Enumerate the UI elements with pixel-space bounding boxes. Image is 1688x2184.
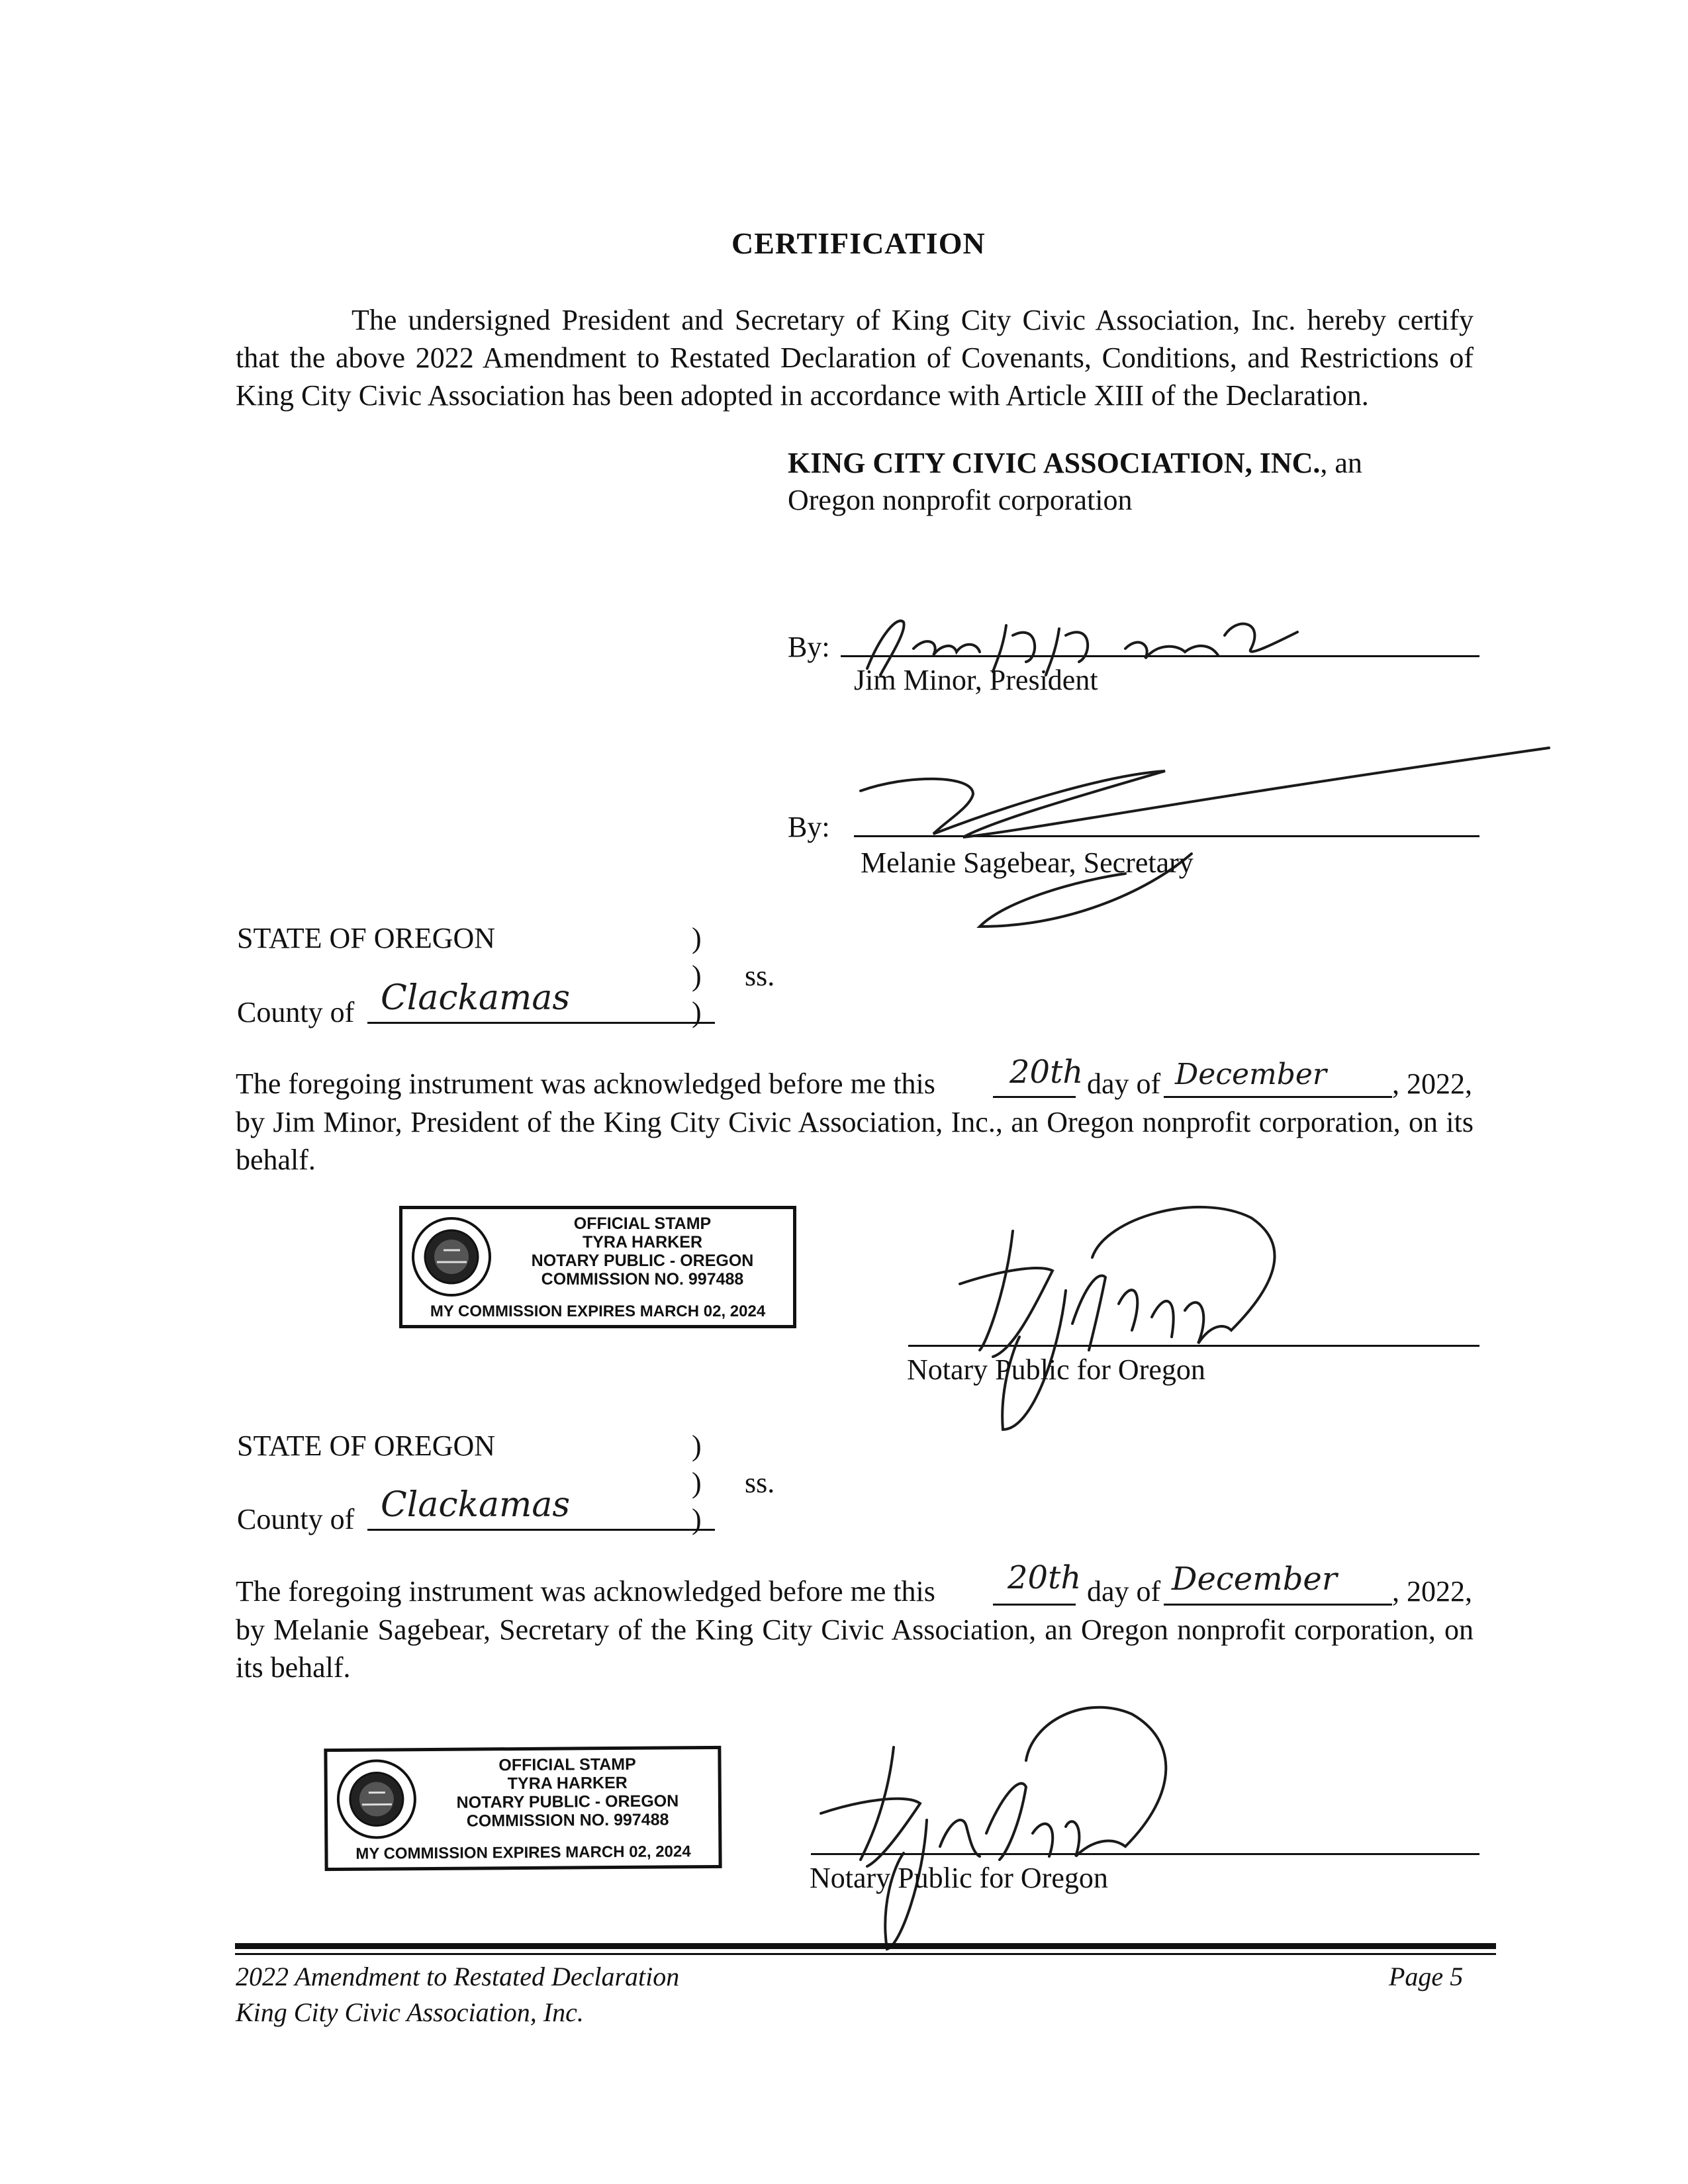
stamp-line3: NOTARY PUBLIC - OREGON: [456, 1792, 679, 1812]
ack2-ss: ss.: [745, 1467, 775, 1499]
notary2-caption: Notary Public for Oregon: [810, 1862, 1108, 1894]
stamp-line2: TYRA HARKER: [582, 1233, 703, 1251]
by-label-secretary: By:: [788, 811, 830, 843]
stamp-line1: OFFICIAL STAMP: [498, 1754, 636, 1775]
ack1-text-before-day: The foregoing instrument was acknowledged before me this: [236, 1068, 935, 1100]
ack2-day-of: day of: [1087, 1575, 1161, 1608]
ack2-day-handwritten: 20th: [1008, 1559, 1082, 1596]
stamp-2-text: [426, 1754, 708, 1831]
ack1-county-line: [367, 1022, 715, 1024]
ack1-state: STATE OF OREGON: [237, 922, 496, 954]
ack2-state: STATE OF OREGON: [237, 1430, 496, 1462]
stamp-line3: NOTARY PUBLIC - OREGON: [531, 1251, 754, 1270]
ack1-day-line: [993, 1096, 1076, 1098]
ack2-paren-1: ): [692, 1430, 702, 1462]
president-name: Jim Minor, President: [854, 664, 1098, 696]
stamp-line5: MY COMMISSION EXPIRES MARCH 02, 2024: [355, 1843, 691, 1863]
notary2-signature-mark: [808, 1694, 1205, 1959]
stamp-line2: TYRA HARKER: [507, 1773, 628, 1794]
ack2-month-line: [1164, 1604, 1392, 1606]
stamp-line4: COMMISSION NO. 997488: [541, 1270, 744, 1289]
ack2-county-label: County of: [237, 1503, 355, 1535]
footer-org-name: King City Civic Association, Inc.: [236, 1997, 584, 2027]
notary-stamp-1: [399, 1206, 796, 1328]
ack2-month-handwritten: December: [1172, 1561, 1337, 1598]
ack1-paren-3: ): [692, 996, 702, 1028]
ack1-county-handwritten: Clackamas: [381, 978, 571, 1018]
stamp-line5: MY COMMISSION EXPIRES MARCH 02, 2024: [430, 1302, 766, 1320]
ack2-text-rest: by Melanie Sagebear, Secretary of the King City Civic Association, an Oregon nonprofit corporation, on its behalf.: [236, 1614, 1474, 1684]
footer-page-number: Page 5: [1389, 1962, 1464, 1991]
footer-doc-title: 2022 Amendment to Restated Declaration: [236, 1962, 680, 1991]
stamp-line1: OFFICIAL STAMP: [573, 1214, 712, 1233]
ack1-day-handwritten: 20th: [1009, 1054, 1084, 1091]
state-seal-icon: [335, 1758, 418, 1841]
secretary-name: Melanie Sagebear, Secretary: [861, 846, 1194, 879]
ack1-line1: [236, 1066, 935, 1103]
by-label-president: By:: [788, 631, 830, 663]
ack1-paren-2: ): [692, 960, 702, 992]
stamp-line4: COMMISSION NO. 997488: [466, 1810, 669, 1831]
notary1-caption: Notary Public for Oregon: [907, 1353, 1205, 1386]
ack2-day-line: [993, 1604, 1076, 1606]
ack2-year: , 2022,: [1392, 1575, 1472, 1608]
ack1-month-handwritten: December: [1175, 1058, 1327, 1091]
ack2-paren-3: ): [692, 1503, 702, 1535]
ack1-ss: ss.: [745, 960, 775, 992]
page-title: CERTIFICATION: [731, 226, 986, 260]
corp-name-suffix: , an: [1320, 447, 1362, 479]
corp-type: Oregon nonprofit corporation: [788, 484, 1133, 516]
ack1-paren-1: ): [692, 922, 702, 954]
ack2-county-handwritten: Clackamas: [381, 1485, 571, 1525]
state-seal-icon: [410, 1216, 493, 1298]
notary1-signature-mark: [933, 1191, 1304, 1443]
ack2-county-line: [367, 1529, 715, 1531]
corp-name: KING CITY CIVIC ASSOCIATION, INC.: [788, 447, 1321, 479]
footer-rule-thin: [235, 1953, 1496, 1955]
ack1-year: , 2022,: [1392, 1068, 1472, 1100]
ack2-paren-2: ): [692, 1467, 702, 1499]
ack2-text-before-day: The foregoing instrument was acknowledged before me this: [236, 1575, 935, 1608]
ack1-month-line: [1164, 1096, 1392, 1098]
secretary-signature-mark: [847, 735, 1562, 933]
ack1-day-of: day of: [1087, 1068, 1161, 1100]
intro-text: The undersigned President and Secretary of King City Civic Association, Inc. hereby certify that the above 2022 Amendment to Restated Declaration of Covenants, Conditions, and Restrictions of King City Civic Association has been adopted in accordance with Article XIII of the Declaration.: [236, 304, 1474, 412]
notary-stamp-2: [324, 1746, 722, 1871]
ack1-county-label: County of: [237, 996, 355, 1028]
corp-name-line: [788, 445, 1362, 482]
intro-paragraph: [236, 301, 1474, 414]
stamp-1-text: [502, 1214, 783, 1289]
footer-rule-thick: [235, 1943, 1496, 1949]
ack1-text-rest: by Jim Minor, President of the King City Civic Association, Inc., an Oregon nonprofit corporation, on its behalf.: [236, 1106, 1474, 1176]
ack2-line1: [236, 1573, 935, 1610]
